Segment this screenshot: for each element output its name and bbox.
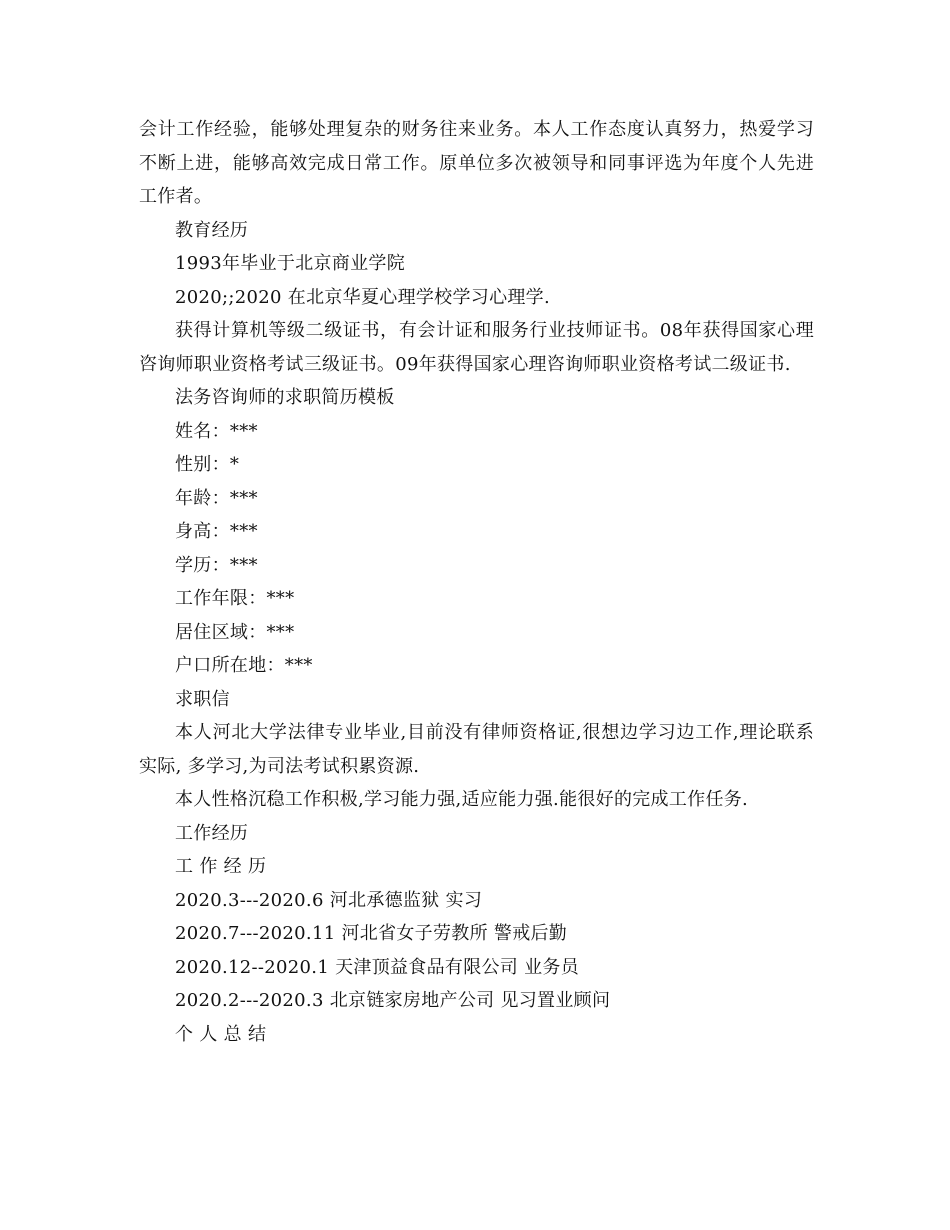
field-residence: 居住区域：***: [175, 621, 295, 643]
document-body: [139, 113, 814, 1051]
heading-education: 教育经历: [175, 219, 249, 241]
paragraph-certificates: 获得计算机等级二级证书，有会计证和服务行业技师证书。08年获得国家心理咨询师职业资格考试三级证书。09年获得国家心理咨询师职业资格考试二级证书.: [139, 320, 814, 375]
field-age: 年龄：***: [175, 487, 258, 509]
field-hukou: 户口所在地：***: [175, 655, 313, 676]
field-name: 姓名：***: [175, 420, 258, 442]
work-history-item: 2020.7---2020.11 河北省女子劳教所 警戒后勤: [175, 923, 568, 944]
education-item-graduation: 1993年毕业于北京商业学院: [175, 253, 406, 274]
education-item-psychology: 2020;;2020 在北京华夏心理学校学习心理学.: [175, 286, 550, 308]
heading-resume-template: 法务咨询师的求职简历模板: [175, 387, 395, 408]
heading-personal-summary: 个 人 总 结: [175, 1023, 267, 1045]
field-education: 学历：***: [175, 554, 258, 576]
paragraph-cover-letter-1: 本人河北大学法律专业毕业,目前没有律师资格证,很想边学习边工作,理论联系实际, 多学习,为司法考试积累资源.: [139, 722, 814, 777]
work-history-item: 2020.2---2020.3 北京链家房地产公司 见习置业顾问: [175, 990, 611, 1011]
field-work-years: 工作年限：***: [175, 588, 295, 609]
work-history-item: 2020.3---2020.6 河北承德监狱 实习: [175, 889, 483, 911]
work-history-item: 2020.12--2020.1 天津顶益食品有限公司 业务员: [175, 956, 580, 978]
heading-cover-letter: 求职信: [175, 688, 230, 710]
field-gender: 性别：*: [175, 454, 240, 475]
paragraph-cover-letter-2: 本人性格沉稳工作积极,学习能力强,适应能力强.能很好的完成工作任务.: [175, 789, 749, 810]
field-height: 身高：***: [175, 521, 258, 542]
paragraph-work-experience-summary: 会计工作经验，能够处理复杂的财务往来业务。本人工作态度认真努力，热爱学习不断上进，能够高效完成日常工作。原单位多次被领导和同事评选为年度个人先进工作者。: [139, 119, 814, 207]
heading-work-history: 工作经历: [175, 822, 249, 844]
heading-work-history-spaced: 工 作 经 历: [175, 856, 267, 877]
